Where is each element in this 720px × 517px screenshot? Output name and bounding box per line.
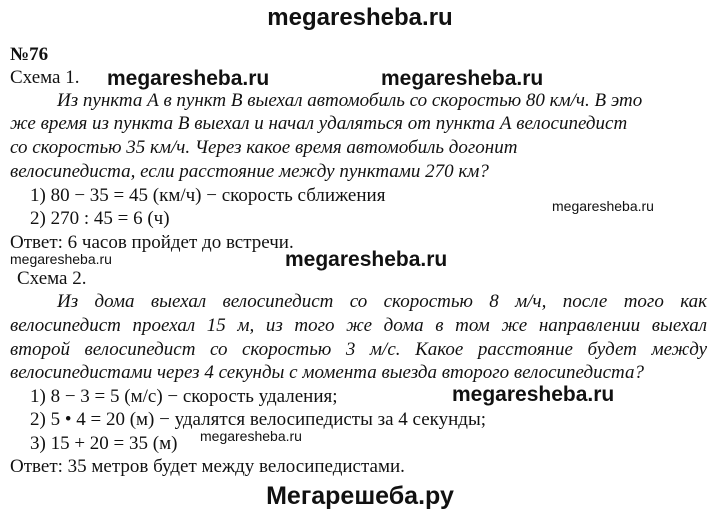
site-watermark-bottom: Мегарешеба.ру [266,482,454,510]
scheme2-step-3: 3) 15 + 20 = 35 (м) [30,433,178,454]
watermark-row1-right: megaresheba.ru [381,67,544,90]
scheme1-step-2: 2) 270 : 45 = 6 (ч) [30,208,170,229]
watermark-lower-right: megaresheba.ru [452,383,615,406]
watermark-mid-center: megaresheba.ru [285,248,448,271]
scheme1-text-line-2: же время из пункта В выехал и начал удаляться от пункта А велосипедист [10,113,628,134]
scheme1-title: Схема 1. [10,67,80,88]
scheme2-step-2: 2) 5 • 4 = 20 (м) − удалятся велосипедисты за 4 секунды; [30,409,486,430]
scheme1-answer: Ответ: 6 часов пройдет до встречи. [10,232,294,253]
scheme2-answer: Ответ: 35 метров будет между велосипедистами. [10,456,405,477]
scheme2-text-line-1: Из дома выехал велосипедист со скоростью 8 м/ч, после того как [57,291,707,312]
scheme2-text-line-3: второй велосипедист со скоростью 3 м/с. Какое расстояние будет между [10,339,707,360]
problem-number: №76 [10,44,49,65]
site-watermark-top: megaresheba.ru [267,4,453,31]
watermark-row1-left: megaresheba.ru [107,67,270,90]
scheme1-text-line-3: со скоростью 35 км/ч. Через какое время автомобиль догонит [10,137,518,158]
scheme2-text-line-2: велосипедист проехал 15 м, из того же дома в том же направлении выехал [10,315,707,336]
scheme1-text-line-4: велосипедиста, если расстояние между пунктами 270 км? [10,161,489,182]
scheme2-title: Схема 2. [17,268,87,289]
scheme2-text-line-4: велосипедистами через 4 секунды с момента выезда второго велосипедиста? [10,362,645,383]
scheme1-text-line-1: Из пункта А в пункт В выехал автомобиль со скоростью 80 км/ч. В это [57,90,643,111]
watermark-lower-small: megaresheba.ru [200,428,302,444]
scheme1-step-1: 1) 80 − 35 = 45 (км/ч) − скорость сближения [30,185,386,206]
watermark-mid-right-small: megaresheba.ru [552,198,654,214]
watermark-mid-left-small: megaresheba.ru [10,251,112,267]
scheme2-step-1: 1) 8 − 3 = 5 (м/с) − скорость удаления; [30,386,338,407]
